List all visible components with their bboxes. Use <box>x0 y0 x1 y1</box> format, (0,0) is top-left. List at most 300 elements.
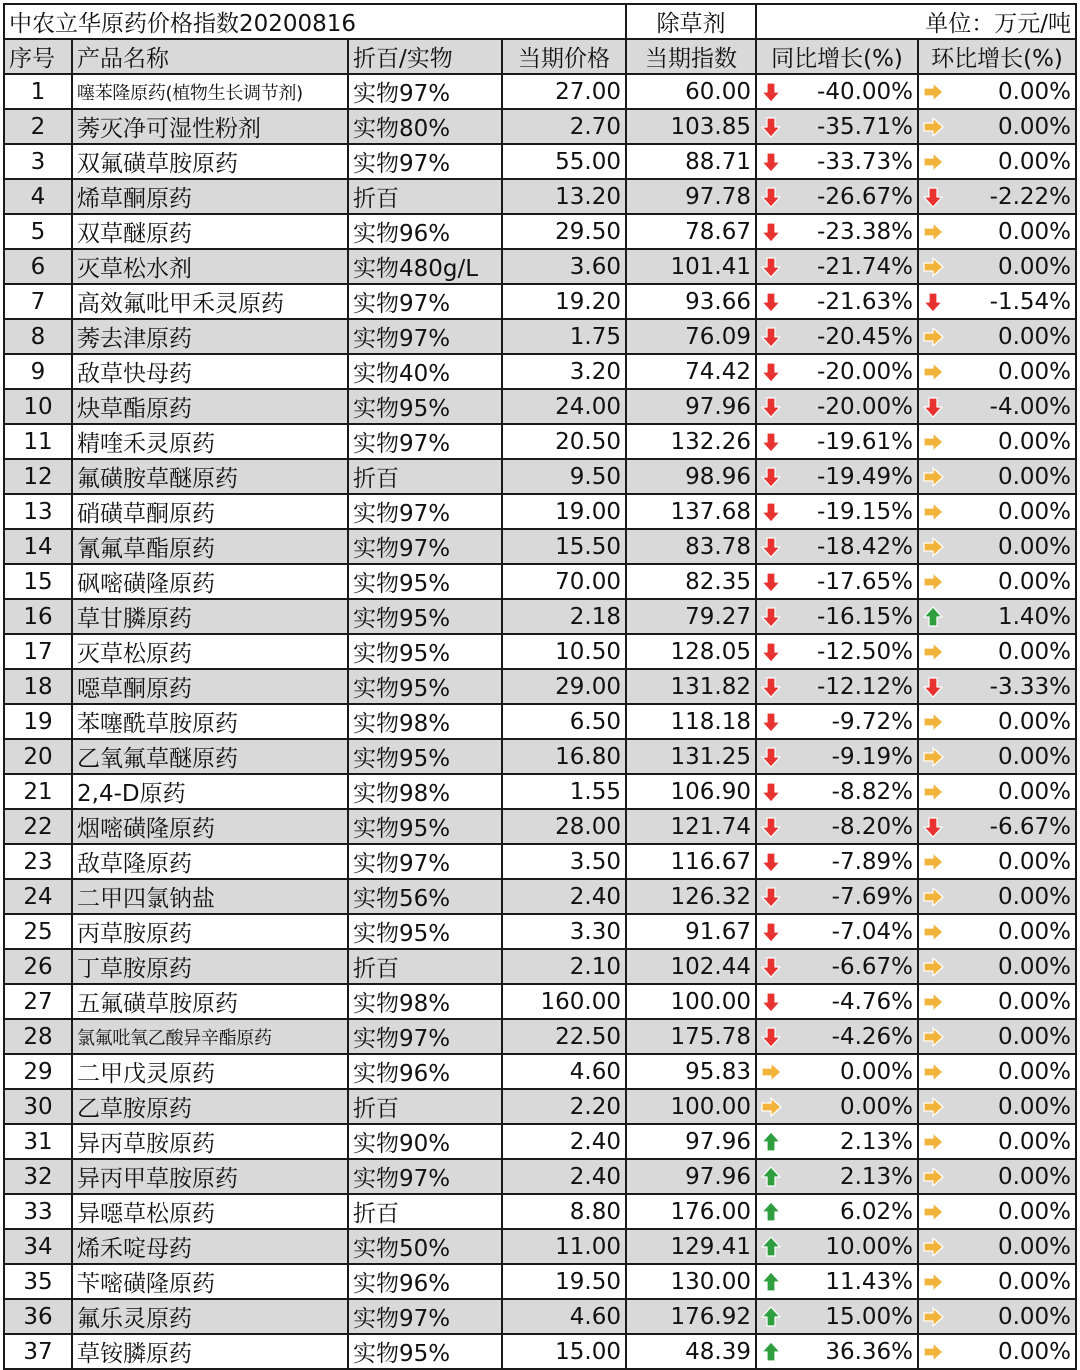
mom-flat-arrow-icon <box>922 1201 944 1223</box>
current-price: 10.50 <box>502 634 626 669</box>
table-row <box>4 1019 1076 1054</box>
row-seq: 30 <box>4 1089 72 1124</box>
table-row <box>4 529 1076 564</box>
table-row <box>4 984 1076 1019</box>
table-row <box>4 669 1076 704</box>
yoy-down-arrow-icon <box>760 536 782 558</box>
mom-value: 0.00% <box>997 463 1072 490</box>
yoy-down-arrow-icon <box>760 571 782 593</box>
product-spec: 实物95% <box>348 669 502 704</box>
mom-change <box>918 109 1076 144</box>
table-row <box>4 634 1076 669</box>
current-index: 91.67 <box>626 914 756 949</box>
current-price: 27.00 <box>502 74 626 109</box>
row-seq: 5 <box>4 214 72 249</box>
yoy-value: -12.50% <box>817 638 914 665</box>
current-index: 76.09 <box>626 319 756 354</box>
table-row <box>4 599 1076 634</box>
current-index: 175.78 <box>626 1019 756 1054</box>
yoy-value: -19.61% <box>817 428 914 455</box>
table-row <box>4 1299 1076 1334</box>
yoy-change <box>756 634 918 669</box>
yoy-change <box>756 1334 918 1369</box>
yoy-down-arrow-icon <box>760 466 782 488</box>
mom-value: 0.00% <box>997 1198 1072 1225</box>
yoy-down-arrow-icon <box>760 886 782 908</box>
mom-value: 0.00% <box>997 1093 1072 1120</box>
yoy-down-arrow-icon <box>760 221 782 243</box>
table-row <box>4 74 1076 109</box>
product-name: 敌草快母药 <box>72 354 348 389</box>
yoy-value: -40.00% <box>817 78 914 105</box>
row-seq: 29 <box>4 1054 72 1089</box>
yoy-value: -7.69% <box>831 883 914 910</box>
yoy-value: -9.19% <box>831 743 914 770</box>
mom-change <box>918 1124 1076 1159</box>
mom-value: 0.00% <box>997 953 1072 980</box>
mom-change <box>918 1159 1076 1194</box>
header-price: 当期价格 <box>502 39 626 74</box>
yoy-change <box>756 424 918 459</box>
price-index-sheet <box>3 3 1075 1370</box>
current-index: 100.00 <box>626 1089 756 1124</box>
yoy-down-arrow-icon <box>760 851 782 873</box>
mom-change <box>918 844 1076 879</box>
table-row <box>4 494 1076 529</box>
row-seq: 3 <box>4 144 72 179</box>
yoy-change <box>756 599 918 634</box>
mom-value: -6.67% <box>989 813 1072 840</box>
mom-flat-arrow-icon <box>922 746 944 768</box>
mom-change <box>918 739 1076 774</box>
current-index: 106.90 <box>626 774 756 809</box>
yoy-change <box>756 74 918 109</box>
current-index: 78.67 <box>626 214 756 249</box>
mom-flat-arrow-icon <box>922 1341 944 1363</box>
mom-flat-arrow-icon <box>922 956 944 978</box>
mom-value: 0.00% <box>997 883 1072 910</box>
current-index: 126.32 <box>626 879 756 914</box>
row-seq: 32 <box>4 1159 72 1194</box>
row-seq: 37 <box>4 1334 72 1369</box>
current-index: 100.00 <box>626 984 756 1019</box>
current-index: 88.71 <box>626 144 756 179</box>
yoy-change <box>756 389 918 424</box>
row-seq: 6 <box>4 249 72 284</box>
mom-down-arrow-icon <box>922 291 944 313</box>
current-index: 97.96 <box>626 1124 756 1159</box>
yoy-change <box>756 1054 918 1089</box>
yoy-change <box>756 704 918 739</box>
current-index: 95.83 <box>626 1054 756 1089</box>
mom-change <box>918 914 1076 949</box>
product-spec: 实物97% <box>348 1019 502 1054</box>
current-index: 79.27 <box>626 599 756 634</box>
yoy-value: -20.45% <box>817 323 914 350</box>
row-seq: 21 <box>4 774 72 809</box>
header-name: 产品名称 <box>72 39 348 74</box>
yoy-up-arrow-icon <box>760 1306 782 1328</box>
mom-value: 0.00% <box>997 1058 1072 1085</box>
mom-change <box>918 669 1076 704</box>
row-seq: 11 <box>4 424 72 459</box>
yoy-change <box>756 739 918 774</box>
yoy-change <box>756 1124 918 1159</box>
current-index: 101.41 <box>626 249 756 284</box>
mom-change <box>918 1299 1076 1334</box>
current-index: 137.68 <box>626 494 756 529</box>
mom-change <box>918 879 1076 914</box>
yoy-down-arrow-icon <box>760 326 782 348</box>
row-seq: 36 <box>4 1299 72 1334</box>
yoy-change <box>756 144 918 179</box>
product-spec: 实物97% <box>348 1299 502 1334</box>
table-row <box>4 144 1076 179</box>
product-name: 氟乐灵原药 <box>72 1299 348 1334</box>
mom-flat-arrow-icon <box>922 711 944 733</box>
mom-flat-arrow-icon <box>922 151 944 173</box>
current-price: 4.60 <box>502 1054 626 1089</box>
mom-change <box>918 774 1076 809</box>
yoy-value: 0.00% <box>839 1093 914 1120</box>
yoy-value: -19.49% <box>817 463 914 490</box>
row-seq: 1 <box>4 74 72 109</box>
yoy-down-arrow-icon <box>760 501 782 523</box>
product-spec: 实物96% <box>348 1054 502 1089</box>
row-seq: 28 <box>4 1019 72 1054</box>
product-spec: 实物480g/L <box>348 249 502 284</box>
table-row <box>4 949 1076 984</box>
mom-value: 0.00% <box>997 708 1072 735</box>
product-name: 丙草胺原药 <box>72 914 348 949</box>
mom-down-arrow-icon <box>922 676 944 698</box>
title-row <box>4 4 1076 39</box>
product-name: 二甲四氯钠盐 <box>72 879 348 914</box>
yoy-value: 36.36% <box>825 1338 914 1365</box>
mom-value: 0.00% <box>997 568 1072 595</box>
table-row <box>4 284 1076 319</box>
table-row <box>4 424 1076 459</box>
row-seq: 13 <box>4 494 72 529</box>
product-spec: 实物96% <box>348 1264 502 1299</box>
yoy-change <box>756 1089 918 1124</box>
current-price: 1.55 <box>502 774 626 809</box>
mom-value: 0.00% <box>997 323 1072 350</box>
yoy-change <box>756 1159 918 1194</box>
product-name: 烯草酮原药 <box>72 179 348 214</box>
table-row <box>4 879 1076 914</box>
table-row <box>4 1124 1076 1159</box>
current-index: 132.26 <box>626 424 756 459</box>
mom-change <box>918 389 1076 424</box>
current-price: 24.00 <box>502 389 626 424</box>
yoy-down-arrow-icon <box>760 781 782 803</box>
current-index: 97.78 <box>626 179 756 214</box>
current-index: 98.96 <box>626 459 756 494</box>
row-seq: 34 <box>4 1229 72 1264</box>
mom-value: 0.00% <box>997 78 1072 105</box>
product-spec: 实物97% <box>348 284 502 319</box>
product-spec: 折百 <box>348 949 502 984</box>
table-body <box>4 74 1076 1369</box>
table-row <box>4 564 1076 599</box>
mom-value: 0.00% <box>997 1303 1072 1330</box>
mom-flat-arrow-icon <box>922 641 944 663</box>
yoy-value: -16.15% <box>817 603 914 630</box>
mom-flat-arrow-icon <box>922 851 944 873</box>
mom-change <box>918 424 1076 459</box>
mom-value: 0.00% <box>997 1233 1072 1260</box>
current-price: 11.00 <box>502 1229 626 1264</box>
current-index: 116.67 <box>626 844 756 879</box>
mom-flat-arrow-icon <box>922 1026 944 1048</box>
yoy-change <box>756 669 918 704</box>
yoy-change <box>756 109 918 144</box>
yoy-change <box>756 284 918 319</box>
table-row <box>4 844 1076 879</box>
current-index: 82.35 <box>626 564 756 599</box>
yoy-value: -9.72% <box>831 708 914 735</box>
mom-value: 0.00% <box>997 1163 1072 1190</box>
yoy-value: -21.74% <box>817 253 914 280</box>
header-index: 当期指数 <box>626 39 756 74</box>
product-name: 炔草酯原药 <box>72 389 348 424</box>
current-price: 4.60 <box>502 1299 626 1334</box>
row-seq: 27 <box>4 984 72 1019</box>
current-price: 9.50 <box>502 459 626 494</box>
yoy-value: -21.63% <box>817 288 914 315</box>
yoy-change <box>756 1264 918 1299</box>
current-price: 2.20 <box>502 1089 626 1124</box>
category-label: 除草剂 <box>626 4 756 39</box>
row-seq: 4 <box>4 179 72 214</box>
product-spec: 实物97% <box>348 144 502 179</box>
yoy-change <box>756 494 918 529</box>
product-spec: 实物95% <box>348 809 502 844</box>
current-index: 129.41 <box>626 1229 756 1264</box>
current-index: 131.82 <box>626 669 756 704</box>
mom-value: -4.00% <box>989 393 1072 420</box>
yoy-value: -6.67% <box>831 953 914 980</box>
mom-value: 0.00% <box>997 253 1072 280</box>
current-price: 8.80 <box>502 1194 626 1229</box>
product-spec: 折百 <box>348 179 502 214</box>
product-name: 氟磺胺草醚原药 <box>72 459 348 494</box>
yoy-down-arrow-icon <box>760 81 782 103</box>
current-index: 130.00 <box>626 1264 756 1299</box>
mom-change <box>918 1194 1076 1229</box>
mom-flat-arrow-icon <box>922 81 944 103</box>
current-index: 131.25 <box>626 739 756 774</box>
mom-value: 0.00% <box>997 358 1072 385</box>
current-index: 103.85 <box>626 109 756 144</box>
current-price: 29.00 <box>502 669 626 704</box>
row-seq: 19 <box>4 704 72 739</box>
yoy-change <box>756 354 918 389</box>
header-mom: 环比增长(%) <box>918 39 1076 74</box>
product-name: 二甲戊灵原药 <box>72 1054 348 1089</box>
table-row <box>4 1159 1076 1194</box>
product-name: 敌草隆原药 <box>72 844 348 879</box>
mom-flat-arrow-icon <box>922 501 944 523</box>
table-row <box>4 389 1076 424</box>
product-name: 异噁草松原药 <box>72 1194 348 1229</box>
yoy-change <box>756 1194 918 1229</box>
table-row <box>4 1194 1076 1229</box>
yoy-value: -20.00% <box>817 393 914 420</box>
mom-flat-arrow-icon <box>922 1271 944 1293</box>
yoy-down-arrow-icon <box>760 431 782 453</box>
yoy-down-arrow-icon <box>760 186 782 208</box>
yoy-change <box>756 459 918 494</box>
row-seq: 12 <box>4 459 72 494</box>
mom-change <box>918 634 1076 669</box>
product-name: 2,4-D原药 <box>72 774 348 809</box>
current-index: 97.96 <box>626 389 756 424</box>
mom-flat-arrow-icon <box>922 1131 944 1153</box>
yoy-change <box>756 949 918 984</box>
current-price: 70.00 <box>502 564 626 599</box>
current-price: 6.50 <box>502 704 626 739</box>
row-seq: 24 <box>4 879 72 914</box>
mom-value: 0.00% <box>997 218 1072 245</box>
yoy-value: -35.71% <box>817 113 914 140</box>
yoy-value: 11.43% <box>825 1268 914 1295</box>
current-price: 19.20 <box>502 284 626 319</box>
product-spec: 实物95% <box>348 739 502 774</box>
yoy-down-arrow-icon <box>760 116 782 138</box>
product-spec: 实物97% <box>348 494 502 529</box>
yoy-change <box>756 564 918 599</box>
mom-change <box>918 1019 1076 1054</box>
row-seq: 26 <box>4 949 72 984</box>
product-name: 苄嘧磺隆原药 <box>72 1264 348 1299</box>
product-spec: 实物98% <box>348 704 502 739</box>
yoy-change <box>756 809 918 844</box>
yoy-value: 15.00% <box>825 1303 914 1330</box>
mom-change <box>918 249 1076 284</box>
mom-change <box>918 284 1076 319</box>
mom-flat-arrow-icon <box>922 221 944 243</box>
row-seq: 23 <box>4 844 72 879</box>
yoy-down-arrow-icon <box>760 361 782 383</box>
current-price: 2.10 <box>502 949 626 984</box>
table-row <box>4 319 1076 354</box>
yoy-value: -23.38% <box>817 218 914 245</box>
mom-value: 0.00% <box>997 113 1072 140</box>
row-seq: 16 <box>4 599 72 634</box>
current-price: 28.00 <box>502 809 626 844</box>
product-name: 草甘膦原药 <box>72 599 348 634</box>
current-price: 1.75 <box>502 319 626 354</box>
unit-label: 单位：万元/吨 <box>756 4 1076 39</box>
yoy-change <box>756 1299 918 1334</box>
yoy-value: -4.26% <box>831 1023 914 1050</box>
product-name: 高效氟吡甲禾灵原药 <box>72 284 348 319</box>
header-yoy: 同比增长(%) <box>756 39 918 74</box>
product-spec: 实物97% <box>348 319 502 354</box>
row-seq: 10 <box>4 389 72 424</box>
table-row <box>4 809 1076 844</box>
mom-change <box>918 1334 1076 1369</box>
mom-change <box>918 1054 1076 1089</box>
product-spec: 实物97% <box>348 529 502 564</box>
mom-flat-arrow-icon <box>922 991 944 1013</box>
mom-change <box>918 564 1076 599</box>
yoy-up-arrow-icon <box>760 1201 782 1223</box>
product-spec: 实物98% <box>348 774 502 809</box>
yoy-down-arrow-icon <box>760 676 782 698</box>
row-seq: 15 <box>4 564 72 599</box>
yoy-value: -12.12% <box>817 673 914 700</box>
current-price: 19.00 <box>502 494 626 529</box>
yoy-value: -26.67% <box>817 183 914 210</box>
product-name: 灭草松水剂 <box>72 249 348 284</box>
row-seq: 20 <box>4 739 72 774</box>
mom-value: -1.54% <box>989 288 1072 315</box>
table-row <box>4 459 1076 494</box>
mom-flat-arrow-icon <box>922 361 944 383</box>
current-index: 93.66 <box>626 284 756 319</box>
mom-down-arrow-icon <box>922 396 944 418</box>
yoy-up-arrow-icon <box>760 1236 782 1258</box>
product-name: 乙草胺原药 <box>72 1089 348 1124</box>
mom-change <box>918 179 1076 214</box>
product-name: 异丙甲草胺原药 <box>72 1159 348 1194</box>
yoy-value: -17.65% <box>817 568 914 595</box>
mom-change <box>918 1089 1076 1124</box>
mom-value: 0.00% <box>997 988 1072 1015</box>
yoy-change <box>756 249 918 284</box>
product-spec: 实物56% <box>348 879 502 914</box>
current-index: 48.39 <box>626 1334 756 1369</box>
table-row <box>4 739 1076 774</box>
table-row <box>4 1334 1076 1369</box>
mom-flat-arrow-icon <box>922 781 944 803</box>
yoy-down-arrow-icon <box>760 921 782 943</box>
product-name: 双氟磺草胺原药 <box>72 144 348 179</box>
product-spec: 折百 <box>348 459 502 494</box>
yoy-change <box>756 1019 918 1054</box>
row-seq: 22 <box>4 809 72 844</box>
yoy-down-arrow-icon <box>760 816 782 838</box>
row-seq: 9 <box>4 354 72 389</box>
table-row <box>4 1264 1076 1299</box>
yoy-up-arrow-icon <box>760 1131 782 1153</box>
current-price: 29.50 <box>502 214 626 249</box>
product-spec: 实物80% <box>348 109 502 144</box>
mom-change <box>918 144 1076 179</box>
mom-value: 0.00% <box>997 638 1072 665</box>
product-name: 乙氧氟草醚原药 <box>72 739 348 774</box>
price-index-table <box>3 3 1077 1370</box>
table-row <box>4 354 1076 389</box>
yoy-value: 0.00% <box>839 1058 914 1085</box>
yoy-down-arrow-icon <box>760 956 782 978</box>
mom-change <box>918 984 1076 1019</box>
yoy-change <box>756 774 918 809</box>
current-price: 2.40 <box>502 1124 626 1159</box>
mom-change <box>918 529 1076 564</box>
table-row <box>4 1054 1076 1089</box>
current-price: 19.50 <box>502 1264 626 1299</box>
product-name: 烯禾啶母药 <box>72 1229 348 1264</box>
header-spec: 折百/实物 <box>348 39 502 74</box>
yoy-value: -8.82% <box>831 778 914 805</box>
mom-change <box>918 74 1076 109</box>
current-price: 22.50 <box>502 1019 626 1054</box>
yoy-down-arrow-icon <box>760 151 782 173</box>
